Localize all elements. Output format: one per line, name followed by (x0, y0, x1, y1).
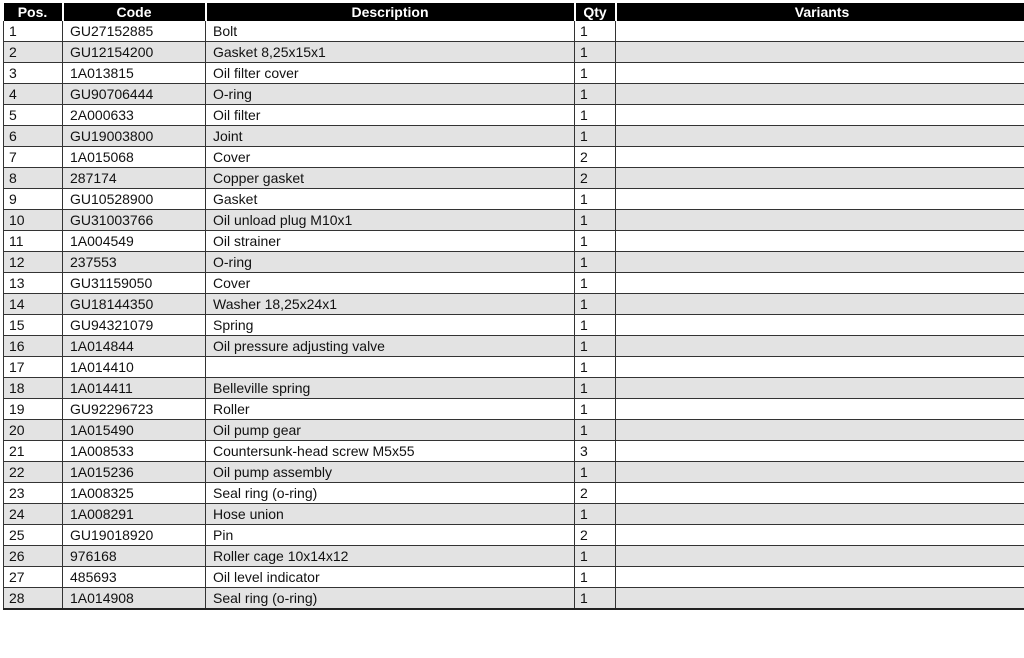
cell-variants (616, 42, 1024, 63)
cell-code: GU94321079 (63, 315, 206, 336)
cell-pos: 18 (4, 378, 63, 399)
table-row (4, 42, 1024, 63)
cell-code: 976168 (63, 546, 206, 567)
cell-description: Seal ring (o-ring) (206, 483, 575, 504)
cell-pos: 14 (4, 294, 63, 315)
table-row (4, 252, 1024, 273)
header-row (4, 3, 1024, 21)
cell-variants (616, 504, 1024, 525)
cell-pos: 28 (4, 588, 63, 610)
table-row (4, 378, 1024, 399)
cell-pos: 21 (4, 441, 63, 462)
cell-qty: 1 (575, 21, 616, 42)
cell-description: Roller cage 10x14x12 (206, 546, 575, 567)
cell-code: 1A015068 (63, 147, 206, 168)
table-row (4, 21, 1024, 42)
cell-code: 1A015490 (63, 420, 206, 441)
cell-variants (616, 21, 1024, 42)
cell-description: Roller (206, 399, 575, 420)
cell-qty: 1 (575, 63, 616, 84)
cell-qty: 1 (575, 588, 616, 610)
cell-qty: 1 (575, 357, 616, 378)
cell-qty: 1 (575, 231, 616, 252)
cell-pos: 10 (4, 210, 63, 231)
cell-description: Hose union (206, 504, 575, 525)
cell-code: 1A008291 (63, 504, 206, 525)
cell-code: GU31003766 (63, 210, 206, 231)
table-row (4, 462, 1024, 483)
table-row (4, 567, 1024, 588)
cell-variants (616, 483, 1024, 504)
cell-description: Bolt (206, 21, 575, 42)
cell-code: GU12154200 (63, 42, 206, 63)
cell-qty: 1 (575, 462, 616, 483)
cell-code: 1A015236 (63, 462, 206, 483)
table-row (4, 315, 1024, 336)
cell-pos: 22 (4, 462, 63, 483)
cell-qty: 1 (575, 420, 616, 441)
cell-qty: 1 (575, 126, 616, 147)
cell-code: 1A014410 (63, 357, 206, 378)
cell-code: 1A014411 (63, 378, 206, 399)
cell-code: 1A013815 (63, 63, 206, 84)
cell-description: Copper gasket (206, 168, 575, 189)
cell-pos: 19 (4, 399, 63, 420)
table-row (4, 420, 1024, 441)
cell-description: Oil filter cover (206, 63, 575, 84)
cell-pos: 1 (4, 21, 63, 42)
table-row (4, 126, 1024, 147)
cell-variants (616, 378, 1024, 399)
cell-variants (616, 168, 1024, 189)
table-row (4, 357, 1024, 378)
cell-variants (616, 273, 1024, 294)
cell-code: GU90706444 (63, 84, 206, 105)
cell-code: 1A014908 (63, 588, 206, 610)
cell-description: Seal ring (o-ring) (206, 588, 575, 610)
cell-pos: 12 (4, 252, 63, 273)
cell-description: Oil pump gear (206, 420, 575, 441)
cell-code: 2A000633 (63, 105, 206, 126)
cell-qty: 2 (575, 483, 616, 504)
cell-variants (616, 420, 1024, 441)
table-row (4, 441, 1024, 462)
cell-qty: 1 (575, 315, 616, 336)
cell-variants (616, 441, 1024, 462)
cell-qty: 1 (575, 294, 616, 315)
cell-pos: 13 (4, 273, 63, 294)
cell-description: Oil strainer (206, 231, 575, 252)
cell-pos: 20 (4, 420, 63, 441)
cell-qty: 1 (575, 210, 616, 231)
cell-pos: 7 (4, 147, 63, 168)
cell-qty: 1 (575, 567, 616, 588)
cell-qty: 1 (575, 273, 616, 294)
cell-variants (616, 147, 1024, 168)
cell-pos: 26 (4, 546, 63, 567)
cell-code: GU27152885 (63, 21, 206, 42)
table-row (4, 504, 1024, 525)
cell-qty: 1 (575, 105, 616, 126)
cell-pos: 2 (4, 42, 63, 63)
cell-qty: 1 (575, 399, 616, 420)
cell-description: Cover (206, 147, 575, 168)
cell-pos: 24 (4, 504, 63, 525)
cell-qty: 1 (575, 336, 616, 357)
header-variants: Variants (616, 3, 1024, 21)
cell-variants (616, 63, 1024, 84)
cell-description: Oil pressure adjusting valve (206, 336, 575, 357)
cell-variants (616, 336, 1024, 357)
cell-pos: 8 (4, 168, 63, 189)
table-row (4, 63, 1024, 84)
cell-code: GU19003800 (63, 126, 206, 147)
cell-description: Spring (206, 315, 575, 336)
table-row (4, 189, 1024, 210)
cell-qty: 1 (575, 504, 616, 525)
table-row (4, 588, 1024, 610)
cell-qty: 1 (575, 42, 616, 63)
cell-variants (616, 567, 1024, 588)
cell-description: Belleville spring (206, 378, 575, 399)
cell-description: Pin (206, 525, 575, 546)
cell-description: O-ring (206, 252, 575, 273)
cell-description: Oil pump assembly (206, 462, 575, 483)
cell-qty: 1 (575, 189, 616, 210)
cell-variants (616, 462, 1024, 483)
parts-table (3, 3, 1024, 610)
cell-variants (616, 105, 1024, 126)
cell-code: 1A008533 (63, 441, 206, 462)
cell-description: Washer 18,25x24x1 (206, 294, 575, 315)
cell-description: Oil filter (206, 105, 575, 126)
cell-pos: 4 (4, 84, 63, 105)
cell-description: Oil level indicator (206, 567, 575, 588)
cell-pos: 5 (4, 105, 63, 126)
cell-code: GU10528900 (63, 189, 206, 210)
cell-pos: 23 (4, 483, 63, 504)
cell-pos: 17 (4, 357, 63, 378)
cell-code: GU31159050 (63, 273, 206, 294)
table-row (4, 84, 1024, 105)
cell-qty: 1 (575, 84, 616, 105)
header-pos: Pos. (4, 3, 63, 21)
cell-variants (616, 252, 1024, 273)
cell-variants (616, 525, 1024, 546)
cell-variants (616, 126, 1024, 147)
cell-variants (616, 231, 1024, 252)
cell-description: Countersunk-head screw M5x55 (206, 441, 575, 462)
cell-description: Joint (206, 126, 575, 147)
cell-qty: 2 (575, 525, 616, 546)
cell-description: Oil unload plug M10x1 (206, 210, 575, 231)
cell-variants (616, 315, 1024, 336)
cell-qty: 2 (575, 147, 616, 168)
table-row (4, 168, 1024, 189)
table-row (4, 399, 1024, 420)
table-row (4, 105, 1024, 126)
cell-description (206, 357, 575, 378)
cell-description: Cover (206, 273, 575, 294)
table-row (4, 294, 1024, 315)
cell-code: 485693 (63, 567, 206, 588)
cell-variants (616, 588, 1024, 610)
cell-code: 237553 (63, 252, 206, 273)
header-description: Description (206, 3, 575, 21)
table-row (4, 336, 1024, 357)
cell-variants (616, 399, 1024, 420)
cell-variants (616, 210, 1024, 231)
header-qty: Qty (575, 3, 616, 21)
table-row (4, 210, 1024, 231)
table-row (4, 147, 1024, 168)
cell-code: 1A014844 (63, 336, 206, 357)
cell-code: 1A004549 (63, 231, 206, 252)
cell-qty: 1 (575, 252, 616, 273)
cell-description: O-ring (206, 84, 575, 105)
cell-description: Gasket (206, 189, 575, 210)
table-row (4, 231, 1024, 252)
table-row (4, 483, 1024, 504)
cell-pos: 27 (4, 567, 63, 588)
table-row (4, 546, 1024, 567)
cell-qty: 2 (575, 168, 616, 189)
cell-pos: 3 (4, 63, 63, 84)
cell-pos: 11 (4, 231, 63, 252)
cell-pos: 15 (4, 315, 63, 336)
cell-code: GU18144350 (63, 294, 206, 315)
cell-code: 1A008325 (63, 483, 206, 504)
cell-variants (616, 84, 1024, 105)
cell-code: GU19018920 (63, 525, 206, 546)
cell-qty: 1 (575, 378, 616, 399)
cell-pos: 9 (4, 189, 63, 210)
cell-qty: 1 (575, 546, 616, 567)
cell-pos: 16 (4, 336, 63, 357)
cell-qty: 3 (575, 441, 616, 462)
table-row (4, 273, 1024, 294)
cell-variants (616, 189, 1024, 210)
cell-description: Gasket 8,25x15x1 (206, 42, 575, 63)
header-code: Code (63, 3, 206, 21)
cell-pos: 25 (4, 525, 63, 546)
cell-code: 287174 (63, 168, 206, 189)
table-row (4, 525, 1024, 546)
cell-code: GU92296723 (63, 399, 206, 420)
cell-variants (616, 294, 1024, 315)
cell-variants (616, 546, 1024, 567)
cell-pos: 6 (4, 126, 63, 147)
cell-variants (616, 357, 1024, 378)
table-body (4, 21, 1024, 609)
